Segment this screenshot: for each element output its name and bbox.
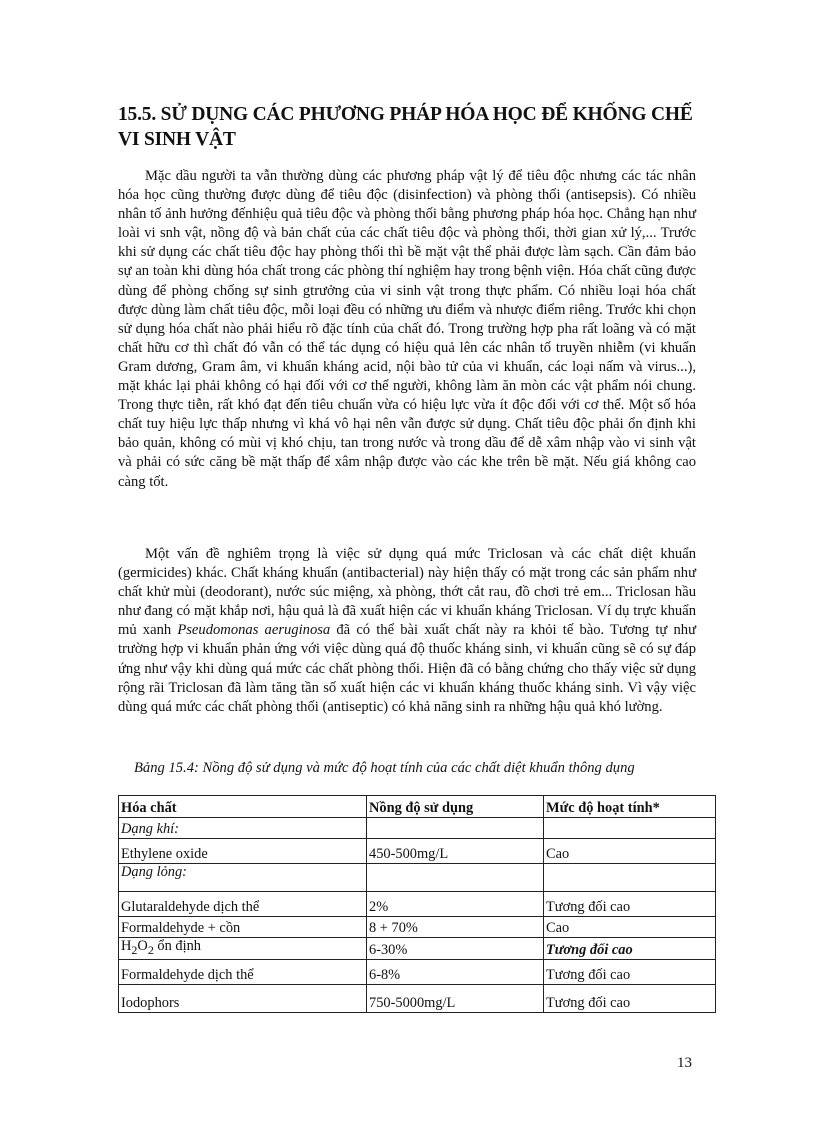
activity-value: Tương đối cao xyxy=(544,892,716,917)
concentration-value: 2% xyxy=(367,892,544,917)
chemical-name xyxy=(119,938,367,960)
paragraph-triclosan-text-1: Một vấn đề nghiêm trọng là việc sử dụng quá mức Triclosan và các chất diệt khuẩn (germicides) khác. Chất kháng khuẩn (antibacterial) này hiện thấy có mặt trong các sản phẩm như chất khử mùi (deodorant), nước súc miệng, xà phòng, thớt cắt rau, đồ chơi trẻ em... Triclosan hầu như đang có mặt khắp nơi, hậu quả là đã xuất hiện các vi khuẩn kháng Triclosan. Ví dụ trực khuẩn mủ xanh xyxy=(118,546,696,639)
activity-value: Cao xyxy=(544,839,716,864)
chemical-name: Formaldehyde + cồn xyxy=(119,917,367,938)
table-row xyxy=(119,917,716,938)
activity-value: Tương đối cao xyxy=(544,984,716,1012)
section-gas: Dạng khí: xyxy=(119,818,367,839)
section-heading: 15.5. SỬ DỤNG CÁC PHƯƠNG PHÁP HÓA HỌC ĐỂ KHỐNG CHẾ VI SINH VẬT xyxy=(118,104,693,150)
header-concentration: Nồng độ sử dụng xyxy=(367,796,544,818)
species-name: Pseudomonas aeruginosa xyxy=(177,622,331,639)
table-row xyxy=(119,984,716,1012)
chemical-name: Iodophors xyxy=(119,984,367,1012)
table-row xyxy=(119,839,716,864)
chemical-name: Ethylene oxide xyxy=(119,839,367,864)
formula-o: O xyxy=(137,938,148,954)
formula-sub-1: 2 xyxy=(131,942,138,957)
concentration-value: 450-500mg/L xyxy=(367,839,544,864)
concentration-value: 6-8% xyxy=(367,959,544,984)
table-cell xyxy=(367,818,544,839)
table-row xyxy=(119,938,716,960)
concentration-value: 750-5000mg/L xyxy=(367,984,544,1012)
formula-sub-2: 2 xyxy=(147,942,154,957)
section-liquid: Dạng lỏng: xyxy=(119,864,367,892)
paragraph-triclosan xyxy=(118,545,696,717)
chemical-name: Formaldehyde dịch thể xyxy=(119,959,367,984)
activity-value: Cao xyxy=(544,917,716,938)
chemical-name: Glutaraldehyde dịch thể xyxy=(119,892,367,917)
table-header-row xyxy=(119,796,716,818)
concentration-value: 6-30% xyxy=(367,938,544,960)
table-cell xyxy=(544,864,716,892)
table-row xyxy=(119,959,716,984)
table-row xyxy=(119,892,716,917)
table-section-row xyxy=(119,864,716,892)
table-cell xyxy=(544,818,716,839)
header-chemical: Hóa chất xyxy=(119,796,367,818)
table-section-row xyxy=(119,818,716,839)
formula-suffix: ổn định xyxy=(153,938,201,954)
paragraph-triclosan-text-2: đã có thể bài xuất chất này ra khỏi tế bào. Tương tự như trường hợp vi khuẩn phản ứng với việc dùng quá độ thuốc kháng sinh, vi khuẩn cũng sẽ có sự đáp ứng như vậy khi dùng quá mức các chất phòng thối. Hiện đã có bằng chứng cho thấy việc sử dụng rộng rãi Triclosan đã làm tăng tần số xuất hiện các vi khuẩn kháng thuốc kháng sinh. Vì vậy việc dùng quá mức các chất phòng thối (antiseptic) có khả năng sinh ra những hậu quả khó lường. xyxy=(118,622,696,715)
header-activity: Mức độ hoạt tính* xyxy=(544,796,716,818)
paragraph-disinfection-intro: Mặc dầu người ta vẫn thường dùng các phương pháp vật lý để tiêu độc nhưng các tác nhân hóa học cũng thường được dùng để tiêu độc (disinfection) và phòng thối (antisepsis). Có nhiều nhân tố ảnh hưởng đếnhiệu quả tiêu độc và phòng thối bằng phương pháp hóa học. Chẳng hạn như loài vi snh vật, nồng độ và bản chất của các chất tiêu độc và phòng thối, thời gian xử lý,... Trước khi sử dụng các chất tiêu độc hay phòng thối thì bề mặt vật thể phải được làm sạch. Cần đảm bảo sự an toàn khi dùng hóa chất trong các phòng thí nghiệm hay trong bệnh viện. Hóa chất cũng được dùng để phòng chống sự sinh gtrưởng của vi sinh vật trong thực phẩm. Có nhiều loại hóa chất được dùng làm chất tiêu độc, mỗi loại đều có những ưu điểm và nhược điểm riêng. Trước khi chọn sử dụng hóa chất nào phải hiểu rõ đặc tính của chất đó. Trong trường hợp pha rất loãng và có mặt chất hữu cơ thì chất đó vẫn có thể tác dụng có hiệu quả lên các nhân tố truyền nhiễm (vi khuẩn Gram dương, Gram âm, vi khuẩn kháng acid, nội bào tử của vi khuẩn, các loại nấm và virus...), mặt khác lại phải không có hại đối với cơ thể người, không làm ăn mòn các vật phẩm nói chung. Trong thực tiễn, rất khó đạt đến tiêu chuẩn vừa có hiệu lực vừa ít độc đối với cơ thể. Một số hóa chất tuy hiệu lực thấp nhưng vì khá vô hại nên vẫn được sử dụng. Chất tiêu độc phải ổn định khi bảo quản, không có mùi vị khó chịu, tan trong nước và trong dầu để dễ xâm nhập vào vi sinh vật và phải có sức căng bề mặt thấp để xâm nhập được vào các khe trên bề mặt. Nếu giá không cao càng tốt. xyxy=(118,168,696,490)
germicide-table xyxy=(118,795,716,1013)
table-cell xyxy=(367,864,544,892)
concentration-value: 8 + 70% xyxy=(367,917,544,938)
activity-value: Tương đối cao xyxy=(544,938,716,960)
formula-h: H xyxy=(121,938,132,954)
table-caption: Bảng 15.4: Nồng độ sử dụng và mức độ hoạt tính của các chất diệt khuẩn thông dụng xyxy=(134,760,635,776)
activity-value: Tương đối cao xyxy=(544,959,716,984)
page-number: 13 xyxy=(677,1055,692,1071)
